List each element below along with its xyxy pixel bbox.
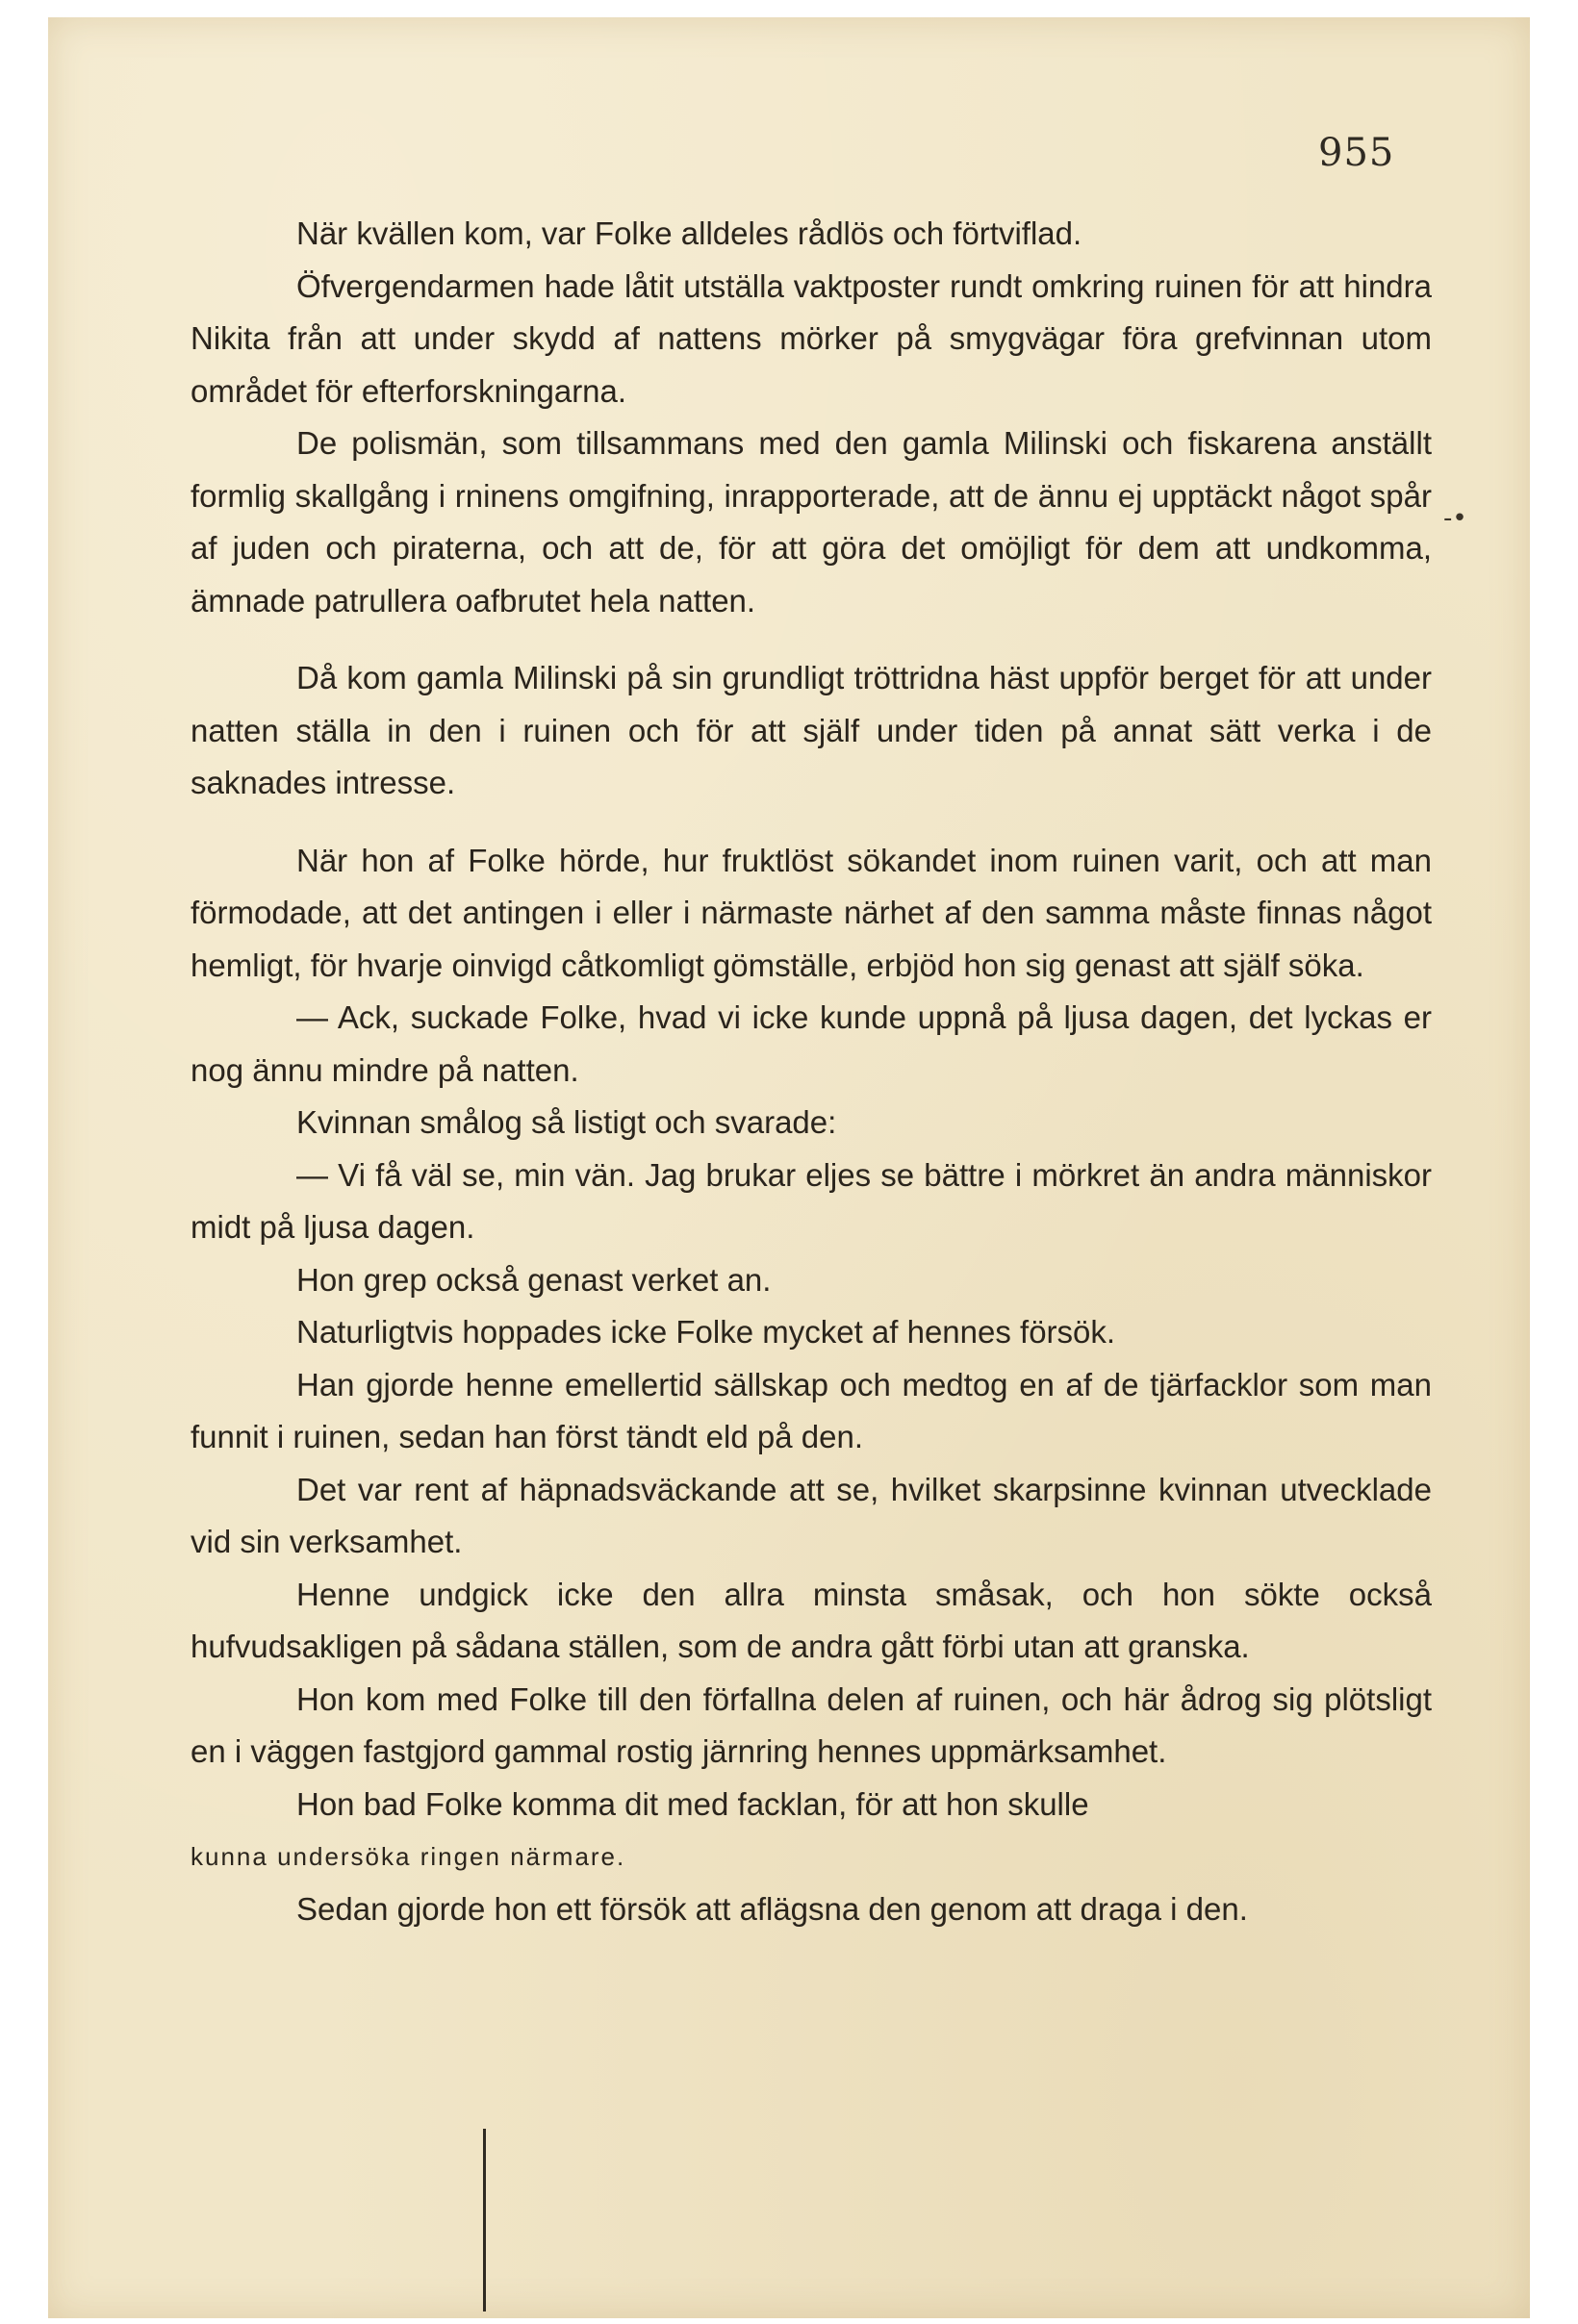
- body-text: [191, 208, 1432, 1935]
- paragraph: När hon af Folke hörde, hur fruktlöst sökandet inom ruinen varit, och att man förmodade, att det antingen i eller i närmaste närhet af den samma måste finnas något hemligt, för hvarje oinvigd cåtkomligt gömställe, erbjöd hon sig genast att själf söka.: [191, 842, 1432, 983]
- paragraph: Då kom gamla Milinski på sin grundligt tröttridna häst uppför berget för att under natten ställa in den i ruinen och för att själf under tiden på annat sätt verka i de saknades intresse.: [191, 660, 1432, 800]
- paragraph: Sedan gjorde hon ett försök att aflägsna den genom att draga i den.: [296, 1890, 1248, 1927]
- paragraph: kunna undersöka ringen närmare.: [191, 1842, 626, 1871]
- paragraph: — Ack, suckade Folke, hvad vi icke kunde uppnå på ljusa dagen, det lyckas er nog ännu mindre på natten.: [191, 999, 1432, 1088]
- paragraph: Kvinnan smålog så listigt och svarade:: [296, 1104, 837, 1140]
- paragraph: Hon grep också genast verket an.: [296, 1261, 772, 1298]
- page-sheet: [48, 17, 1530, 2318]
- paragraph: Hon bad Folke komma dit med facklan, för att hon skulle: [296, 1785, 1089, 1822]
- paragraph: — Vi få väl se, min vän. Jag brukar eljes se bättre i mörkret än andra människor midt på ljusa dagen.: [191, 1156, 1432, 1245]
- paragraph: När kvällen kom, var Folke alldeles rådlös och förtviflad.: [296, 215, 1082, 251]
- paragraph: Hon kom med Folke till den förfallna delen af ruinen, och här ådrog sig plötsligt en i väggen fastgjord gammal rostig järnring hennes uppmärksamhet.: [191, 1680, 1432, 1769]
- paragraph: Han gjorde henne emellertid sällskap och medtog en af de tjärfacklor som man funnit i ruinen, sedan han först tändt eld på den.: [191, 1366, 1432, 1454]
- paragraph: De polismän, som tillsammans med den gamla Milinski och fiskarena anställt formlig skallgång i rninens omgifning, inrapporterade, att de ännu ej upptäckt något spår af juden och piraterna, och att de, för att göra det omöjligt för dem att undkomma, ämnade patrullera oafbrutet hela natten.: [191, 425, 1432, 619]
- paragraph: Henne undgick icke den allra minsta småsak, och hon sökte också hufvudsakligen på sådana ställen, som de andra gått förbi utan att granska.: [191, 1576, 1432, 1664]
- paragraph: Öfvergendarmen hade låtit utställa vaktposter rundt omkring ruinen för att hindra Nikita från att under skydd af nattens mörker på smygvägar föra grefvinnan utom området för efterforskningarna.: [191, 267, 1432, 409]
- margin-mark: -•: [1443, 504, 1467, 533]
- binding-line: [483, 2129, 486, 2311]
- page-number: 955: [1318, 131, 1395, 175]
- paragraph: Naturligtvis hoppades icke Folke mycket af hennes försök.: [296, 1314, 1116, 1350]
- paragraph: Det var rent af häpnadsväckande att se, hvilket skarpsinne kvinnan utvecklade vid sin verksamhet.: [191, 1471, 1432, 1559]
